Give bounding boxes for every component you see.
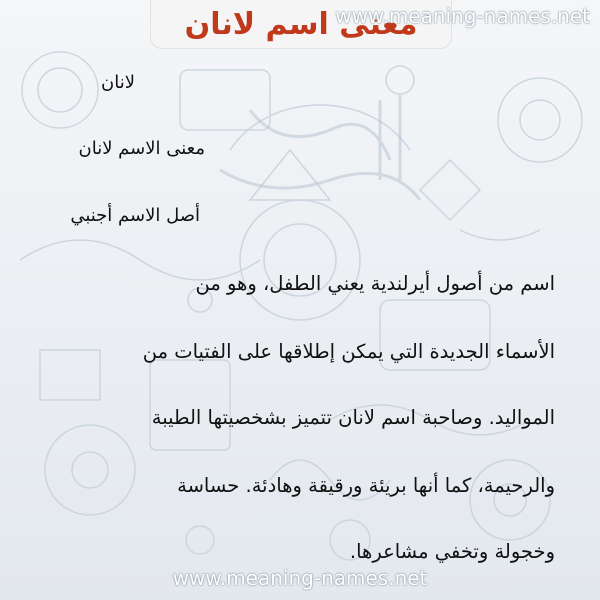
description-line: وخجولة وتخفي مشاعرها. [349, 540, 555, 563]
description-line: اسم من أصول أيرلندية يعني الطفل، وهو من [195, 272, 555, 295]
origin-text: أصل الاسم أجنبي [70, 205, 200, 226]
name-text: لانان [101, 72, 135, 93]
description-line: الأسماء الجديدة التي يمكن إطلاقها على الفتيات من [142, 340, 555, 363]
page-title: معنى اسم لانان [184, 6, 418, 42]
description-line: والرحيمة، كما أنها بريئة ورقيقة وهادئة. حساسة [177, 474, 555, 497]
watermark-bottom: www.meaning-names.net [172, 566, 428, 590]
description-line: المواليد. وصاحبة اسم لانان تتميز بشخصيتها الطيبة [151, 406, 555, 429]
watermark-top: www.meaning-names.net [335, 4, 590, 28]
meaning-heading: معنى الاسم لانان [78, 138, 205, 159]
